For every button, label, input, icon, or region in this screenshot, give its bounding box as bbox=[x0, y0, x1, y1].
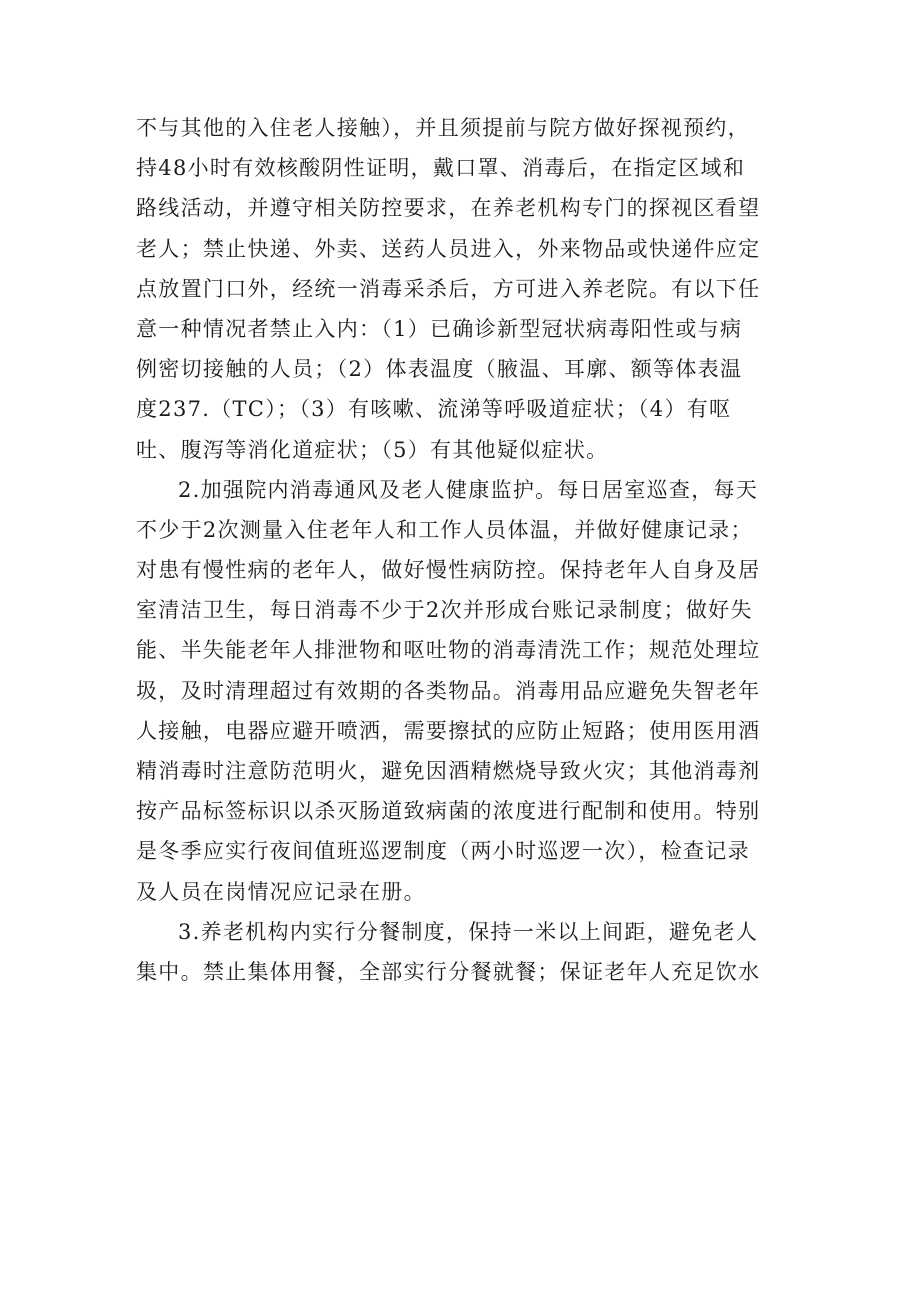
text-line: 集中。禁止集体用餐，全部实行分餐就餐；保证老年人充足饮水 bbox=[136, 959, 761, 984]
text-line: 圾，及时清理超过有效期的各类物品。消毒用品应避免失智老年 bbox=[136, 678, 761, 703]
text-line: 精消毒时注意防范明火，避免因酒精燃烧导致火灾；其他消毒剂 bbox=[136, 759, 761, 783]
document-page bbox=[136, 108, 796, 992]
text-line: 2.加强院内消毒通风及老人健康监护。每日居室巡查，每天 bbox=[178, 477, 759, 502]
paragraph-visitor-rules bbox=[136, 108, 796, 470]
text-line: 人接触，电器应避开喷洒，需要擦拭的应防止短路；使用医用酒 bbox=[136, 718, 761, 743]
text-line: 持48小时有效核酸阴性证明，戴口罩、消毒后，在指定区域和 bbox=[136, 156, 746, 181]
text-line: 及人员在岗情况应记录在册。 bbox=[136, 879, 426, 904]
text-line: 路线活动，并遵守相关防控要求，在养老机构专门的探视区看望 bbox=[136, 196, 761, 221]
text-line: 吐、腹泻等消化道症状；（5）有其他疑似症状。 bbox=[136, 437, 609, 462]
text-line: 例密切接触的人员；（2）体表温度（腋温、耳廓、额等体表温 bbox=[136, 357, 743, 382]
text-line: 度237.（TC）；（3）有咳嗽、流涕等呼吸道症状；（4）有呕 bbox=[136, 397, 732, 422]
text-line: 按产品标签标识以杀灭肠道致病菌的浓度进行配制和使用。特别 bbox=[136, 799, 761, 824]
text-line: 不少于2次测量入住老年人和工作人员体温，并做好健康记录； bbox=[136, 517, 753, 542]
text-line: 对患有慢性病的老年人，做好慢性病防控。保持老年人自身及居 bbox=[136, 558, 761, 583]
text-line: 能、半失能老年人排泄物和呕吐物的消毒清洗工作；规范处理垃 bbox=[136, 638, 761, 663]
text-line: 老人；禁止快递、外卖、送药人员进入，外来物品或快递件应定 bbox=[136, 236, 761, 261]
text-line: 3.养老机构内实行分餐制度，保持一米以上间距，避免老人 bbox=[178, 919, 759, 944]
text-line: 室清洁卫生，每日消毒不少于2次并形成台账记录制度；做好失 bbox=[136, 598, 753, 623]
text-line: 是冬季应实行夜间值班巡逻制度（两小时巡逻一次），检查记录 bbox=[136, 839, 750, 864]
text-line: 不与其他的入住老人接触），并且须提前与院方做好探视预约， bbox=[136, 116, 750, 140]
paragraph-disinfection-health bbox=[136, 470, 796, 912]
text-line: 点放置门口外，经统一消毒采杀后，方可进入养老院。有以下任 bbox=[136, 276, 761, 301]
paragraph-separate-dining bbox=[136, 912, 796, 992]
text-line: 意一种情况者禁止入内：（1）已确诊新型冠状病毒阳性或与病 bbox=[136, 316, 743, 341]
